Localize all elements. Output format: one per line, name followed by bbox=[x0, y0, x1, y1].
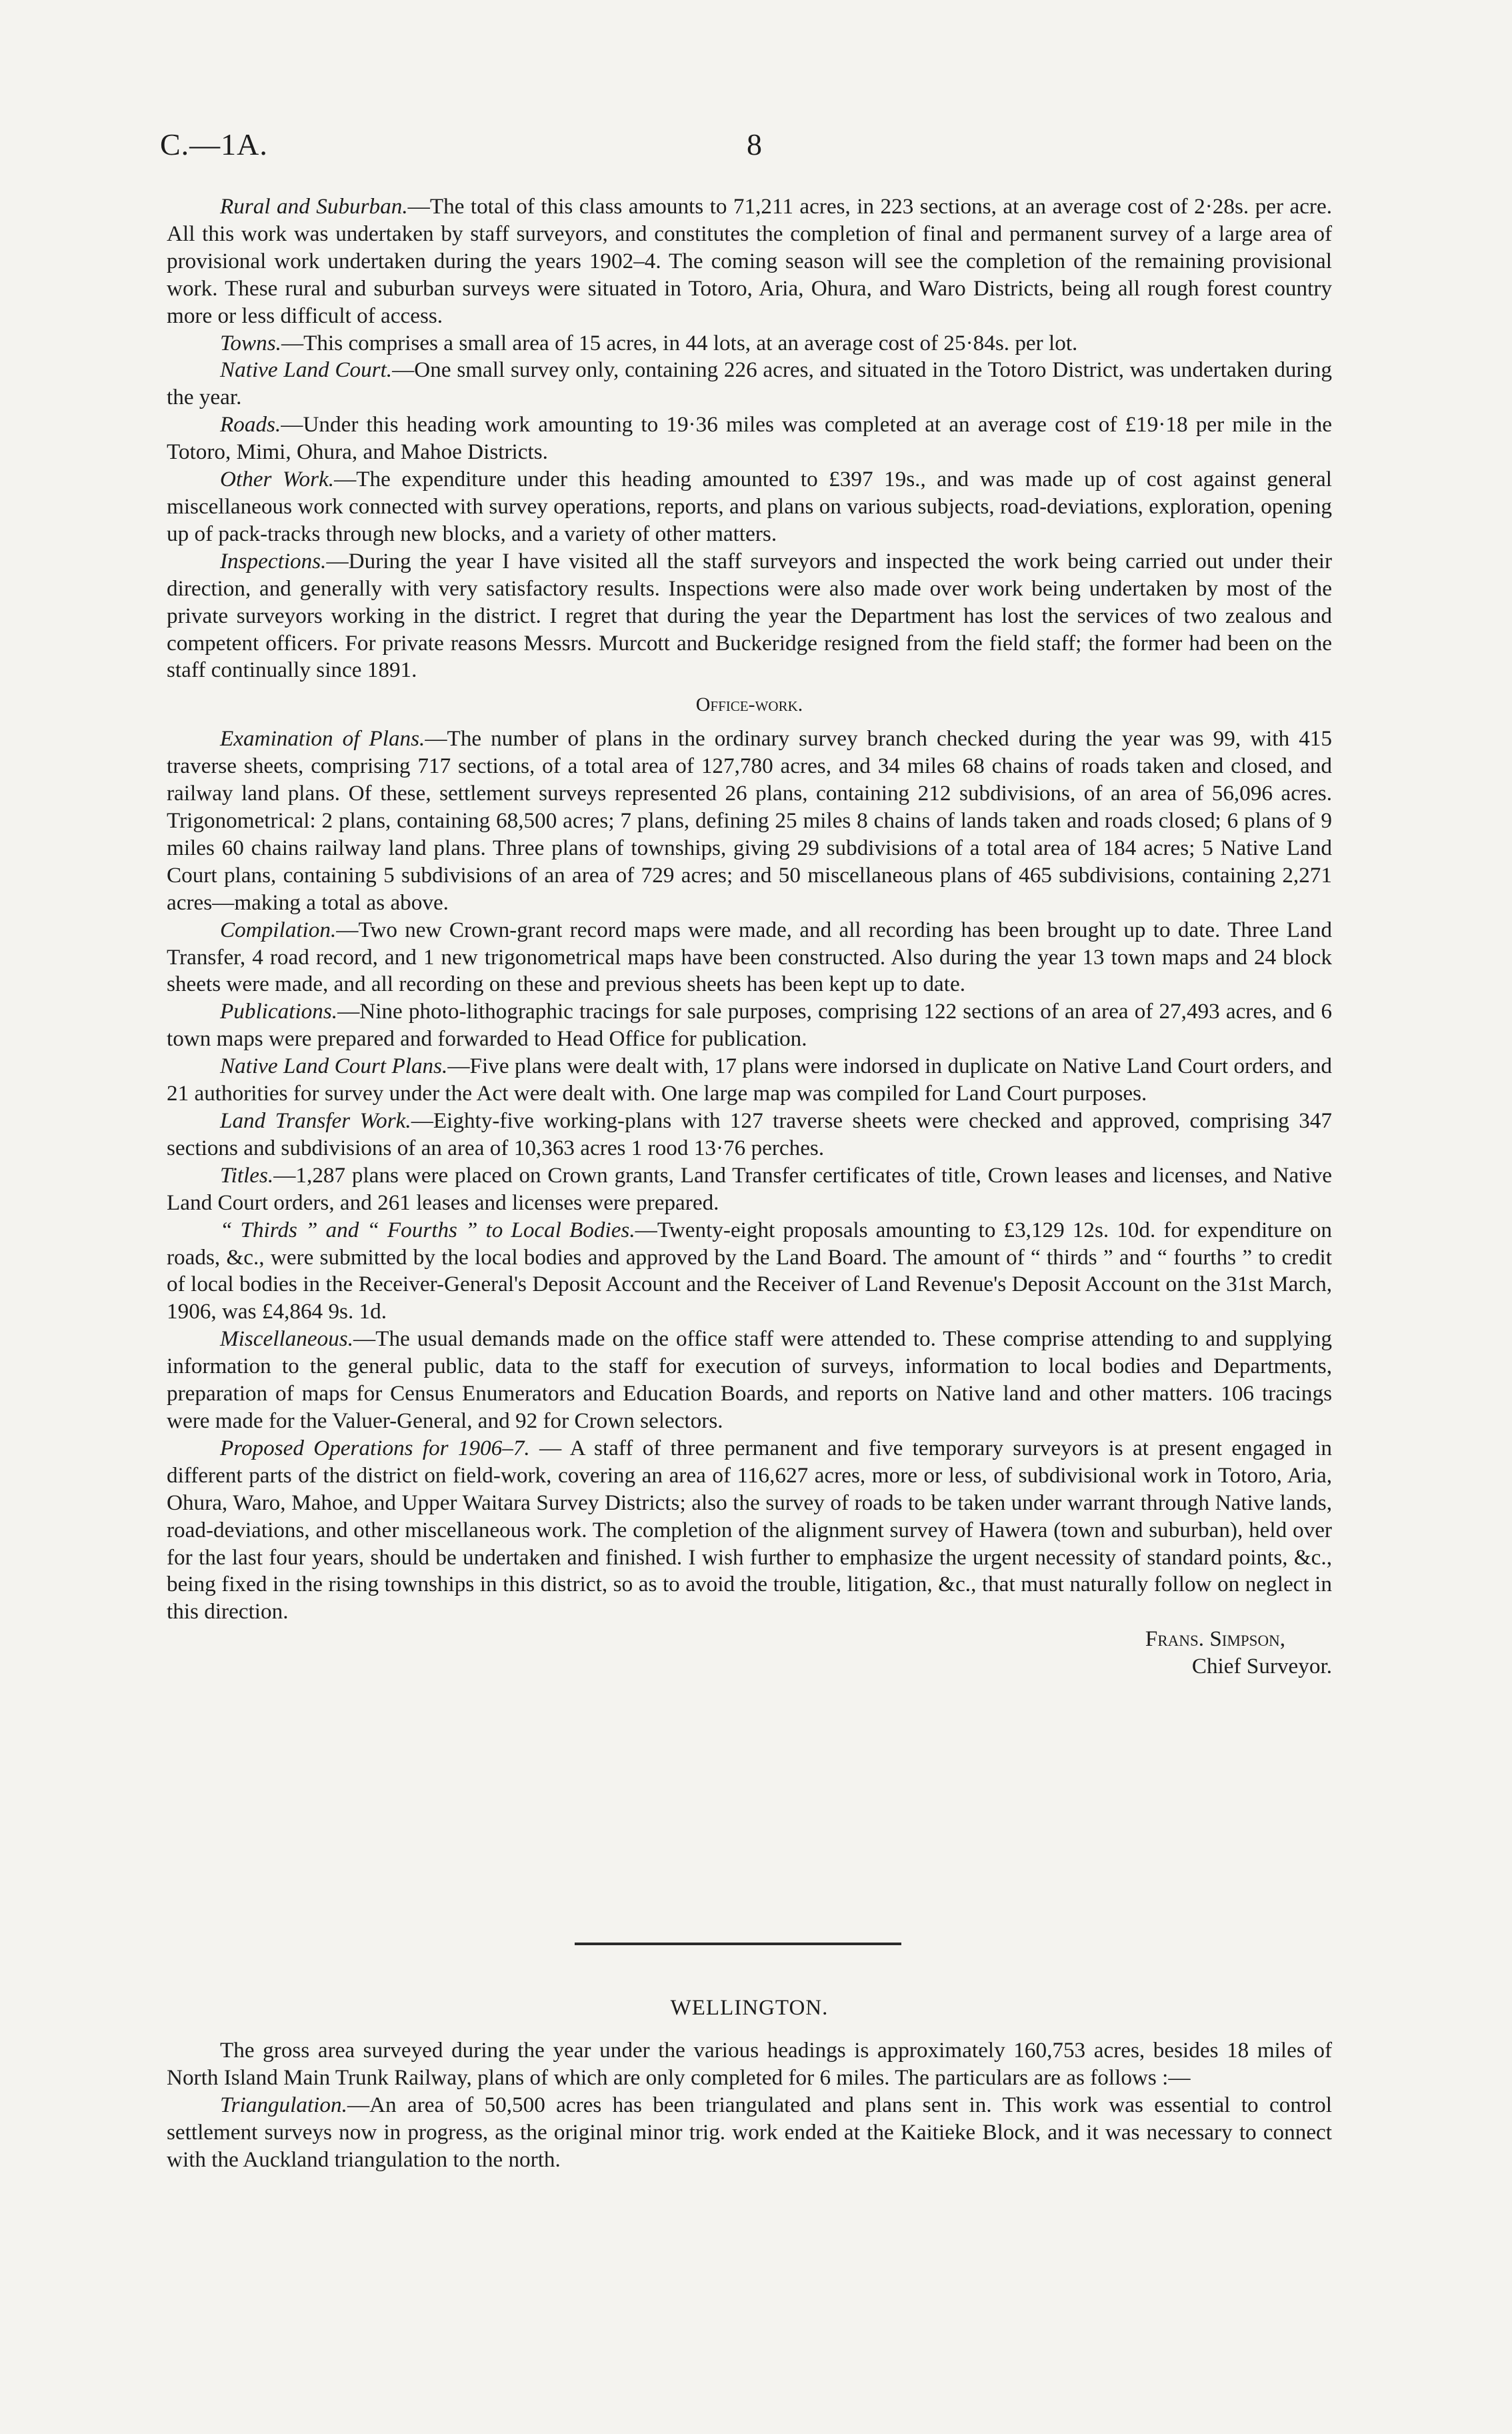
paragraph-compilation: Compilation.—Two new Crown-grant record maps were made, and all recording has been brought up to date. Three Land Transfer, 4 road record, and 1 new trigonometrical maps have been constructed. Also during the year 13 town maps and 24 block sheets were made, and all recording on these and previous sheets has been kept up to date. bbox=[167, 917, 1332, 997]
paragraph-wellington-intro: The gross area surveyed during the year under the various headings is approximately 160,753 acres, besides 18 miles of North Island Main Trunk Railway, plans of which are only completed for 6 miles. The particulars are as follows :— bbox=[167, 2038, 1332, 2090]
signature-name: Frans. Simpson, bbox=[1145, 1626, 1285, 1652]
page-number: 8 bbox=[747, 127, 762, 161]
auckland-report-body bbox=[167, 193, 1332, 1680]
section-divider bbox=[575, 1943, 901, 1945]
paragraph-rural: Rural and Suburban.—The total of this class amounts to 71,211 acres, in 223 sections, at an average cost of 2·28s. per acre. All this work was undertaken by staff surveyors, and constitutes the completion of final and permanent survey of a large area of provisional work undertaken during the years 1902–4. The coming season will see the completion of the remaining provisional work. These rural and suburban surveys were situated in Totoro, Aria, Ohura, and Waro Districts, being all rough forest country more or less difficult of access. bbox=[167, 194, 1333, 328]
paragraph-triangulation: Triangulation.—An area of 50,500 acres has been triangulated and plans sent in. This work was essential to control settlement surveys now in progress, as the original minor trig. work ended at the Kaitieke Block, and it was necessary to connect with the Auckland triangulation to the north. bbox=[167, 2092, 1332, 2172]
report-reference: C.—1A. bbox=[160, 127, 268, 161]
paragraph-nlc-plans: Native Land Court Plans.—Five plans were dealt with, 17 plans were indorsed in duplicate on Native Land Court orders, and 21 authorities for survey under the Act were dealt with. One large map was compiled for Land Court purposes. bbox=[167, 1054, 1332, 1106]
page-header bbox=[160, 127, 1360, 173]
paragraph-examination: Examination of Plans.—The number of plans in the ordinary survey branch checked during the year was 99, with 415 traverse sheets, comprising 717 sections, of a total area of 127,780 acres, and 34 miles 68 chains of roads taken and closed, and railway land plans. Of these, settlement surveys represented 26 plans, containing 212 subdivisions, of an area of 56,096 acres. Trigonometrical: 2 plans, containing 68,500 acres; 7 plans, defining 25 miles 8 chains of lands taken and roads closed; 6 plans of 9 miles 60 chains railway land plans. Three plans of townships, giving 29 subdivisions of a total area of 184 acres; 5 Native Land Court plans, containing 5 subdivisions of an area of 729 acres; and 50 miscellaneous plans of 465 subdivisions, containing 2,271 acres—making a total as above. bbox=[167, 726, 1332, 915]
paragraph-towns: Towns.—This comprises a small area of 15 acres, in 44 lots, at an average cost of 25·84s. per lot. bbox=[220, 330, 1078, 355]
paragraph-publications: Publications.—Nine photo-lithographic tracings for sale purposes, comprising 122 sections of an area of 27,493 acres, and 6 town maps were prepared and forwarded to Head Office for publication. bbox=[167, 999, 1332, 1052]
paragraph-land-transfer: Land Transfer Work.—Eighty-five working-plans with 127 traverse sheets were checked and approved, comprising 347 sections and subdivisions of an area of 10,363 acres 1 rood 13·76 perches. bbox=[167, 1108, 1332, 1160]
paragraph-proposed-operations: Proposed Operations for 1906–7. — A staff of three permanent and five temporary surveyors is at present engaged in different parts of the district on field-work, covering an area of 116,627 acres, more or less, of subdivisional work in Totoro, Aria, Ohura, Waro, Mahoe, and Upper Waitara Survey Districts; also the survey of roads to be taken under warrant through Native lands, road-deviations, and other miscellaneous work. The completion of the alignment survey of Hawera (town and suburban), held over for the last four years, should be undertaken and finished. I wish further to emphasize the urgent necessity of standard points, &c., being fixed in the rising townships in this district, so as to avoid the trouble, litigation, &c., that must naturally follow on neglect in this direction. bbox=[167, 1435, 1332, 1624]
paragraph-roads: Roads.—Under this heading work amounting to 19·36 miles was completed at an average cost of £19·18 per mile in the Totoro, Mimi, Ohura, and Mahoe Districts. bbox=[167, 412, 1332, 465]
paragraph-titles: Titles.—1,287 plans were placed on Crown grants, Land Transfer certificates of title, Crown leases and licenses, and Native Land Court orders, and 261 leases and licenses were prepared. bbox=[167, 1162, 1332, 1215]
office-work-heading: Office-work. bbox=[695, 694, 803, 716]
paragraph-other-work: Other Work.—The expenditure under this heading amounted to £397 19s., and was made up of cost against general miscellaneous work connected with survey operations, reports, and plans on various subjects, road-deviations, exploration, opening up of pack-tracks through new blocks, and a variety of other matters. bbox=[167, 467, 1333, 546]
signature-title: Chief Surveyor. bbox=[1191, 1654, 1332, 1679]
paragraph-miscellaneous: Miscellaneous.—The usual demands made on the office staff were attended to. These comprise attending to and supplying information to the general public, data to the staff for execution of surveys, information to local bodies and Departments, preparation of maps for Census Enumerators and Education Boards, and reports on Native land and other matters. 106 tracings were made for the Valuer-General, and 92 for Crown selectors. bbox=[167, 1326, 1332, 1433]
wellington-report-body bbox=[167, 2037, 1332, 2174]
paragraph-native-land-court: Native Land Court.—One small survey only, containing 226 acres, and situated in the Totoro District, was undertaken during the year. bbox=[167, 357, 1332, 410]
paragraph-thirds-fourths: “ Thirds ” and “ Fourths ” to Local Bodies.—Twenty-eight proposals amounting to £3,129 12s. 10d. for expenditure on roads, &c., were submitted by the local bodies and approved by the Land Board. The amount of “ thirds ” and “ fourths ” to credit of local bodies in the Receiver-General's Deposit Account and the Receiver of Land Revenue's Deposit Account on the 31st March, 1906, was £4,864 9s. 1d. bbox=[167, 1217, 1333, 1324]
wellington-heading: WELLINGTON. bbox=[670, 1996, 829, 2020]
paragraph-inspections: Inspections.—During the year I have visited all the staff surveyors and inspected the work being carried out under their direction, and generally with very satisfactory results. Inspections were also made over work being undertaken by most of the private surveyors working in the district. I regret that during the year the Department has lost the services of two zealous and competent officers. For private reasons Messrs. Murcott and Buckeridge resigned from the field staff; the former had been on the staff continually since 1891. bbox=[167, 548, 1332, 683]
